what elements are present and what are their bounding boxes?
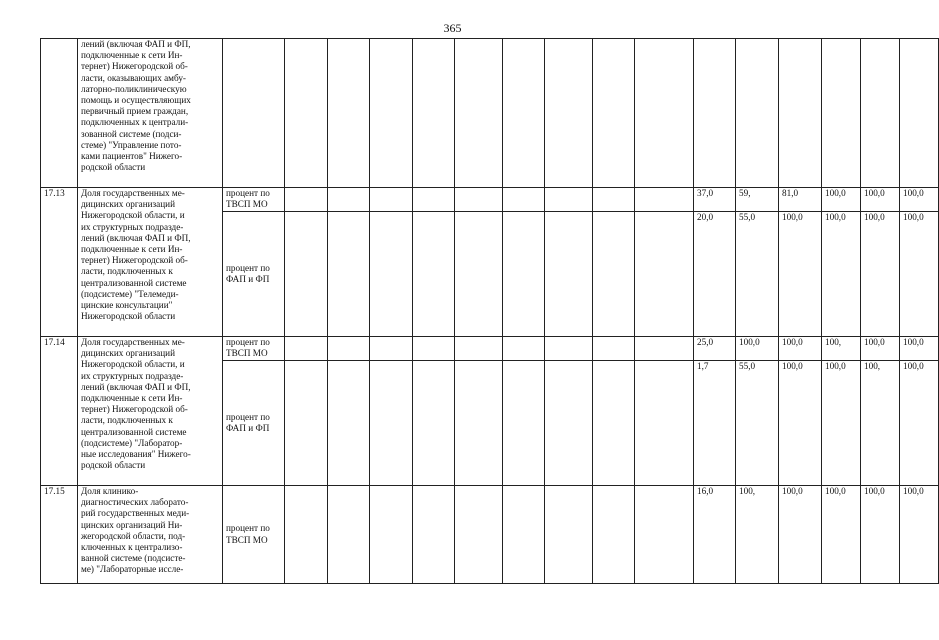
- table-row: [41, 337, 939, 361]
- row-number-cell: 17.13: [41, 188, 78, 337]
- unit-cell: процент по ТВСП МО: [223, 337, 285, 361]
- value-cell: 100,: [861, 361, 900, 486]
- row-number-cell: 17.15: [41, 486, 78, 584]
- table-row: [41, 486, 939, 584]
- value-cell: 100,0: [779, 337, 822, 361]
- value-cell: 100,0: [900, 337, 939, 361]
- value-cell: 100,0: [736, 337, 779, 361]
- value-cell: 55,0: [736, 361, 779, 486]
- value-cell: 100,0: [900, 212, 939, 337]
- page-number: 365: [443, 21, 462, 35]
- unit-cell: процент по ФАП и ФП: [223, 361, 285, 486]
- unit-cell: [223, 39, 285, 188]
- value-cell: 20,0: [694, 212, 736, 337]
- value-cell: 100,: [822, 337, 861, 361]
- value-cell: 100,0: [861, 188, 900, 212]
- table-row: [41, 188, 939, 212]
- value-cell: 16,0: [694, 486, 736, 584]
- unit-cell: процент по ФАП и ФП: [223, 212, 285, 337]
- value-cell: 100,0: [861, 212, 900, 337]
- indicator-name-cell: Доля государственных ме- дицинских организаций Нижегородской области, и их структурных подразде- лений (включая ФАП и ФП, подключенные к сети Ин- тернет) Нижегородской об- ласти, подключенных к централизованной системе (подсистеме) "Телемеди- цинские консультации" Нижегородской области: [78, 188, 223, 337]
- indicator-name-cell: Доля клинико- диагностических лаборато- рий государственных меди- цинских организаций Ни- жегородской области, под- ключенных к централизо- ванной системе (подсисте- ме) "Лабораторные иссле-: [78, 486, 223, 584]
- value-cell: 100,0: [822, 486, 861, 584]
- value-cell: 100,0: [900, 361, 939, 486]
- unit-cell: процент по ТВСП МО: [223, 188, 285, 212]
- value-cell: 100,0: [861, 486, 900, 584]
- value-cell: 100,0: [822, 361, 861, 486]
- value-cell: 81,0: [779, 188, 822, 212]
- value-cell: 59,: [736, 188, 779, 212]
- value-cell: 100,0: [900, 486, 939, 584]
- row-number-cell: 17.14: [41, 337, 78, 486]
- indicator-table: [40, 38, 939, 584]
- value-cell: 100,0: [779, 212, 822, 337]
- unit-cell: процент по ТВСП МО: [223, 486, 285, 584]
- value-cell: 55,0: [736, 212, 779, 337]
- value-cell: 100,0: [779, 486, 822, 584]
- indicator-name-cell: Доля государственных ме- дицинских организаций Нижегородской области, и их структурных подразде- лений (включая ФАП и ФП, подключенные к сети Ин- тернет) Нижегородской об- ласти, подключенных к централизованной системе (подсистеме) "Лаборатор- ные исследования" Нижего- родской области: [78, 337, 223, 486]
- value-cell: 37,0: [694, 188, 736, 212]
- indicator-name-cell: лений (включая ФАП и ФП, подключенные к сети Ин- тернет) Нижегородской об- ласти, оказывающих амбу- латорно-поликлиническую помощь и осуществляющих первичный прием граждан, подключенных к централи- зованной системе (подси- стеме) "Управление пото- ками пациентов" Нижего- родской области: [78, 39, 223, 188]
- row-number-cell: [41, 39, 78, 188]
- value-cell: 100,0: [779, 361, 822, 486]
- value-cell: 100,0: [822, 188, 861, 212]
- value-cell: 100,0: [900, 188, 939, 212]
- value-cell: 100,: [736, 486, 779, 584]
- table-row: [41, 39, 939, 188]
- value-cell: 100,0: [822, 212, 861, 337]
- value-cell: 1,7: [694, 361, 736, 486]
- value-cell: 25,0: [694, 337, 736, 361]
- value-cell: 100,0: [861, 337, 900, 361]
